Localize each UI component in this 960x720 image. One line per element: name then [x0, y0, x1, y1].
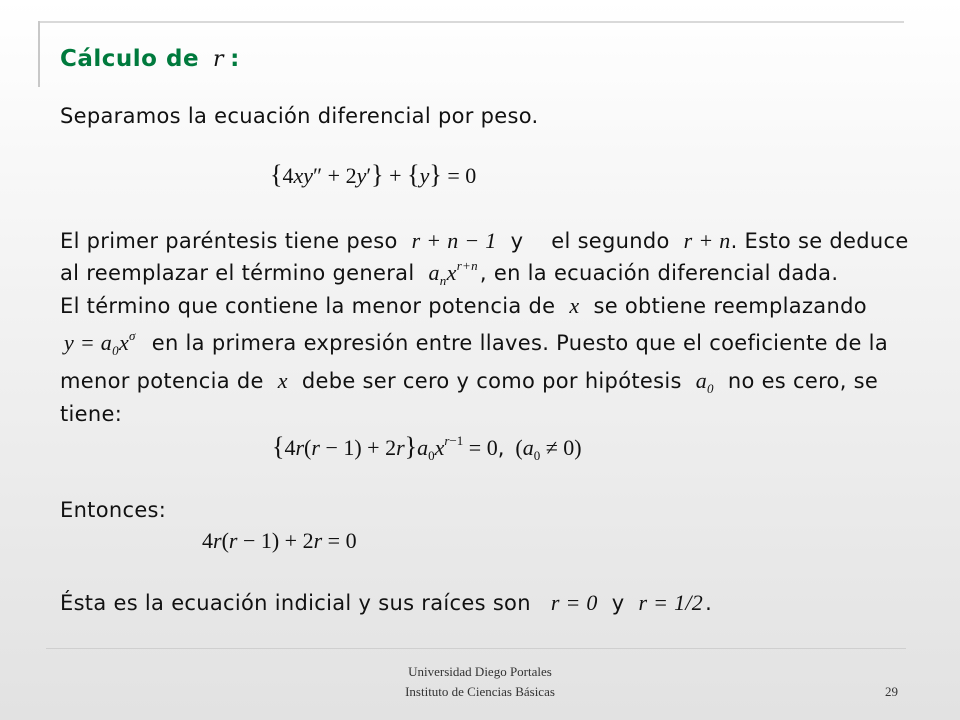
footer-institute: Instituto de Ciencias Básicas [405, 684, 555, 699]
menor-text-3: no es cero, se [727, 369, 879, 393]
peso-text-y: y [510, 229, 524, 253]
reemplazar-text-2: , en la ecuación diferencial dada. [479, 261, 839, 285]
math-root-2: r = 1/2 [638, 590, 704, 615]
paragraph-entonces: Entonces: [60, 498, 167, 522]
paragraph-raices [60, 590, 712, 616]
peso-text-segundo: el segundo [551, 229, 670, 253]
footer-university: Universidad Diego Portales [408, 664, 552, 679]
paragraph-menor-potencia [60, 368, 878, 394]
paragraph-peso [60, 228, 909, 254]
math-r-n-1: r + n − 1 [411, 228, 497, 253]
termino-text-2: se obtiene reemplazando [593, 294, 867, 318]
raices-text-period: . [705, 591, 713, 615]
math-x-2: x [277, 368, 288, 393]
footer-rule [46, 648, 906, 649]
peso-text-1: El primer paréntesis tiene peso [60, 229, 398, 253]
menor-text-1: menor potencia de [60, 369, 264, 393]
reemplazar-text: al reemplazar el término general [60, 261, 415, 285]
math-general-term: $a_nx^{r+n}$ [428, 258, 478, 288]
math-r-n: r + n [683, 228, 731, 253]
paragraph-separamos: Separamos la ecuación diferencial por peso. [60, 104, 539, 128]
math-y-a0-xsigma: $y = a_0x^\sigma$ [64, 328, 136, 358]
slide-title [60, 46, 240, 72]
title-colon: : [230, 46, 240, 72]
equation-separator: , [497, 436, 505, 460]
termino-text-1: El término que contiene la menor potencia de [60, 294, 556, 318]
peso-text-deduce: . Esto se deduce [730, 229, 909, 253]
raices-text-y: y [611, 591, 625, 615]
page-number: 29 [885, 684, 898, 699]
paragraph-termino [60, 293, 867, 319]
raices-text: Ésta es la ecuación indicial y sus raíces son [60, 591, 531, 615]
equation-indicial-coef: $\{4r(r - 1) + 2r\}a_0x^{r-1} = 0$, $(a_0 \ne 0)$ [272, 432, 582, 463]
equation-weight-split: {4xy″ + 2y′} + {y} = 0 [270, 160, 477, 189]
frame-left-rule [38, 21, 40, 87]
frame-top-rule [38, 21, 904, 23]
paragraph-tiene: tiene: [60, 402, 123, 426]
title-text: Cálculo de [60, 46, 200, 72]
title-variable: r [213, 47, 225, 72]
menor-text-2: debe ser cero y como por hipótesis [301, 369, 682, 393]
paragraph-sustitucion [60, 330, 888, 356]
equation-indicial: 4r(r − 1) + 2r = 0 [202, 528, 357, 553]
math-root-1: r = 0 [550, 590, 598, 615]
paragraph-reemplazar [60, 260, 838, 286]
sustitucion-text: en la primera expresión entre llaves. Puesto que el coeficiente de la [151, 331, 888, 355]
math-x-1: x [569, 293, 580, 318]
math-a0: $a_0$ [695, 368, 714, 396]
